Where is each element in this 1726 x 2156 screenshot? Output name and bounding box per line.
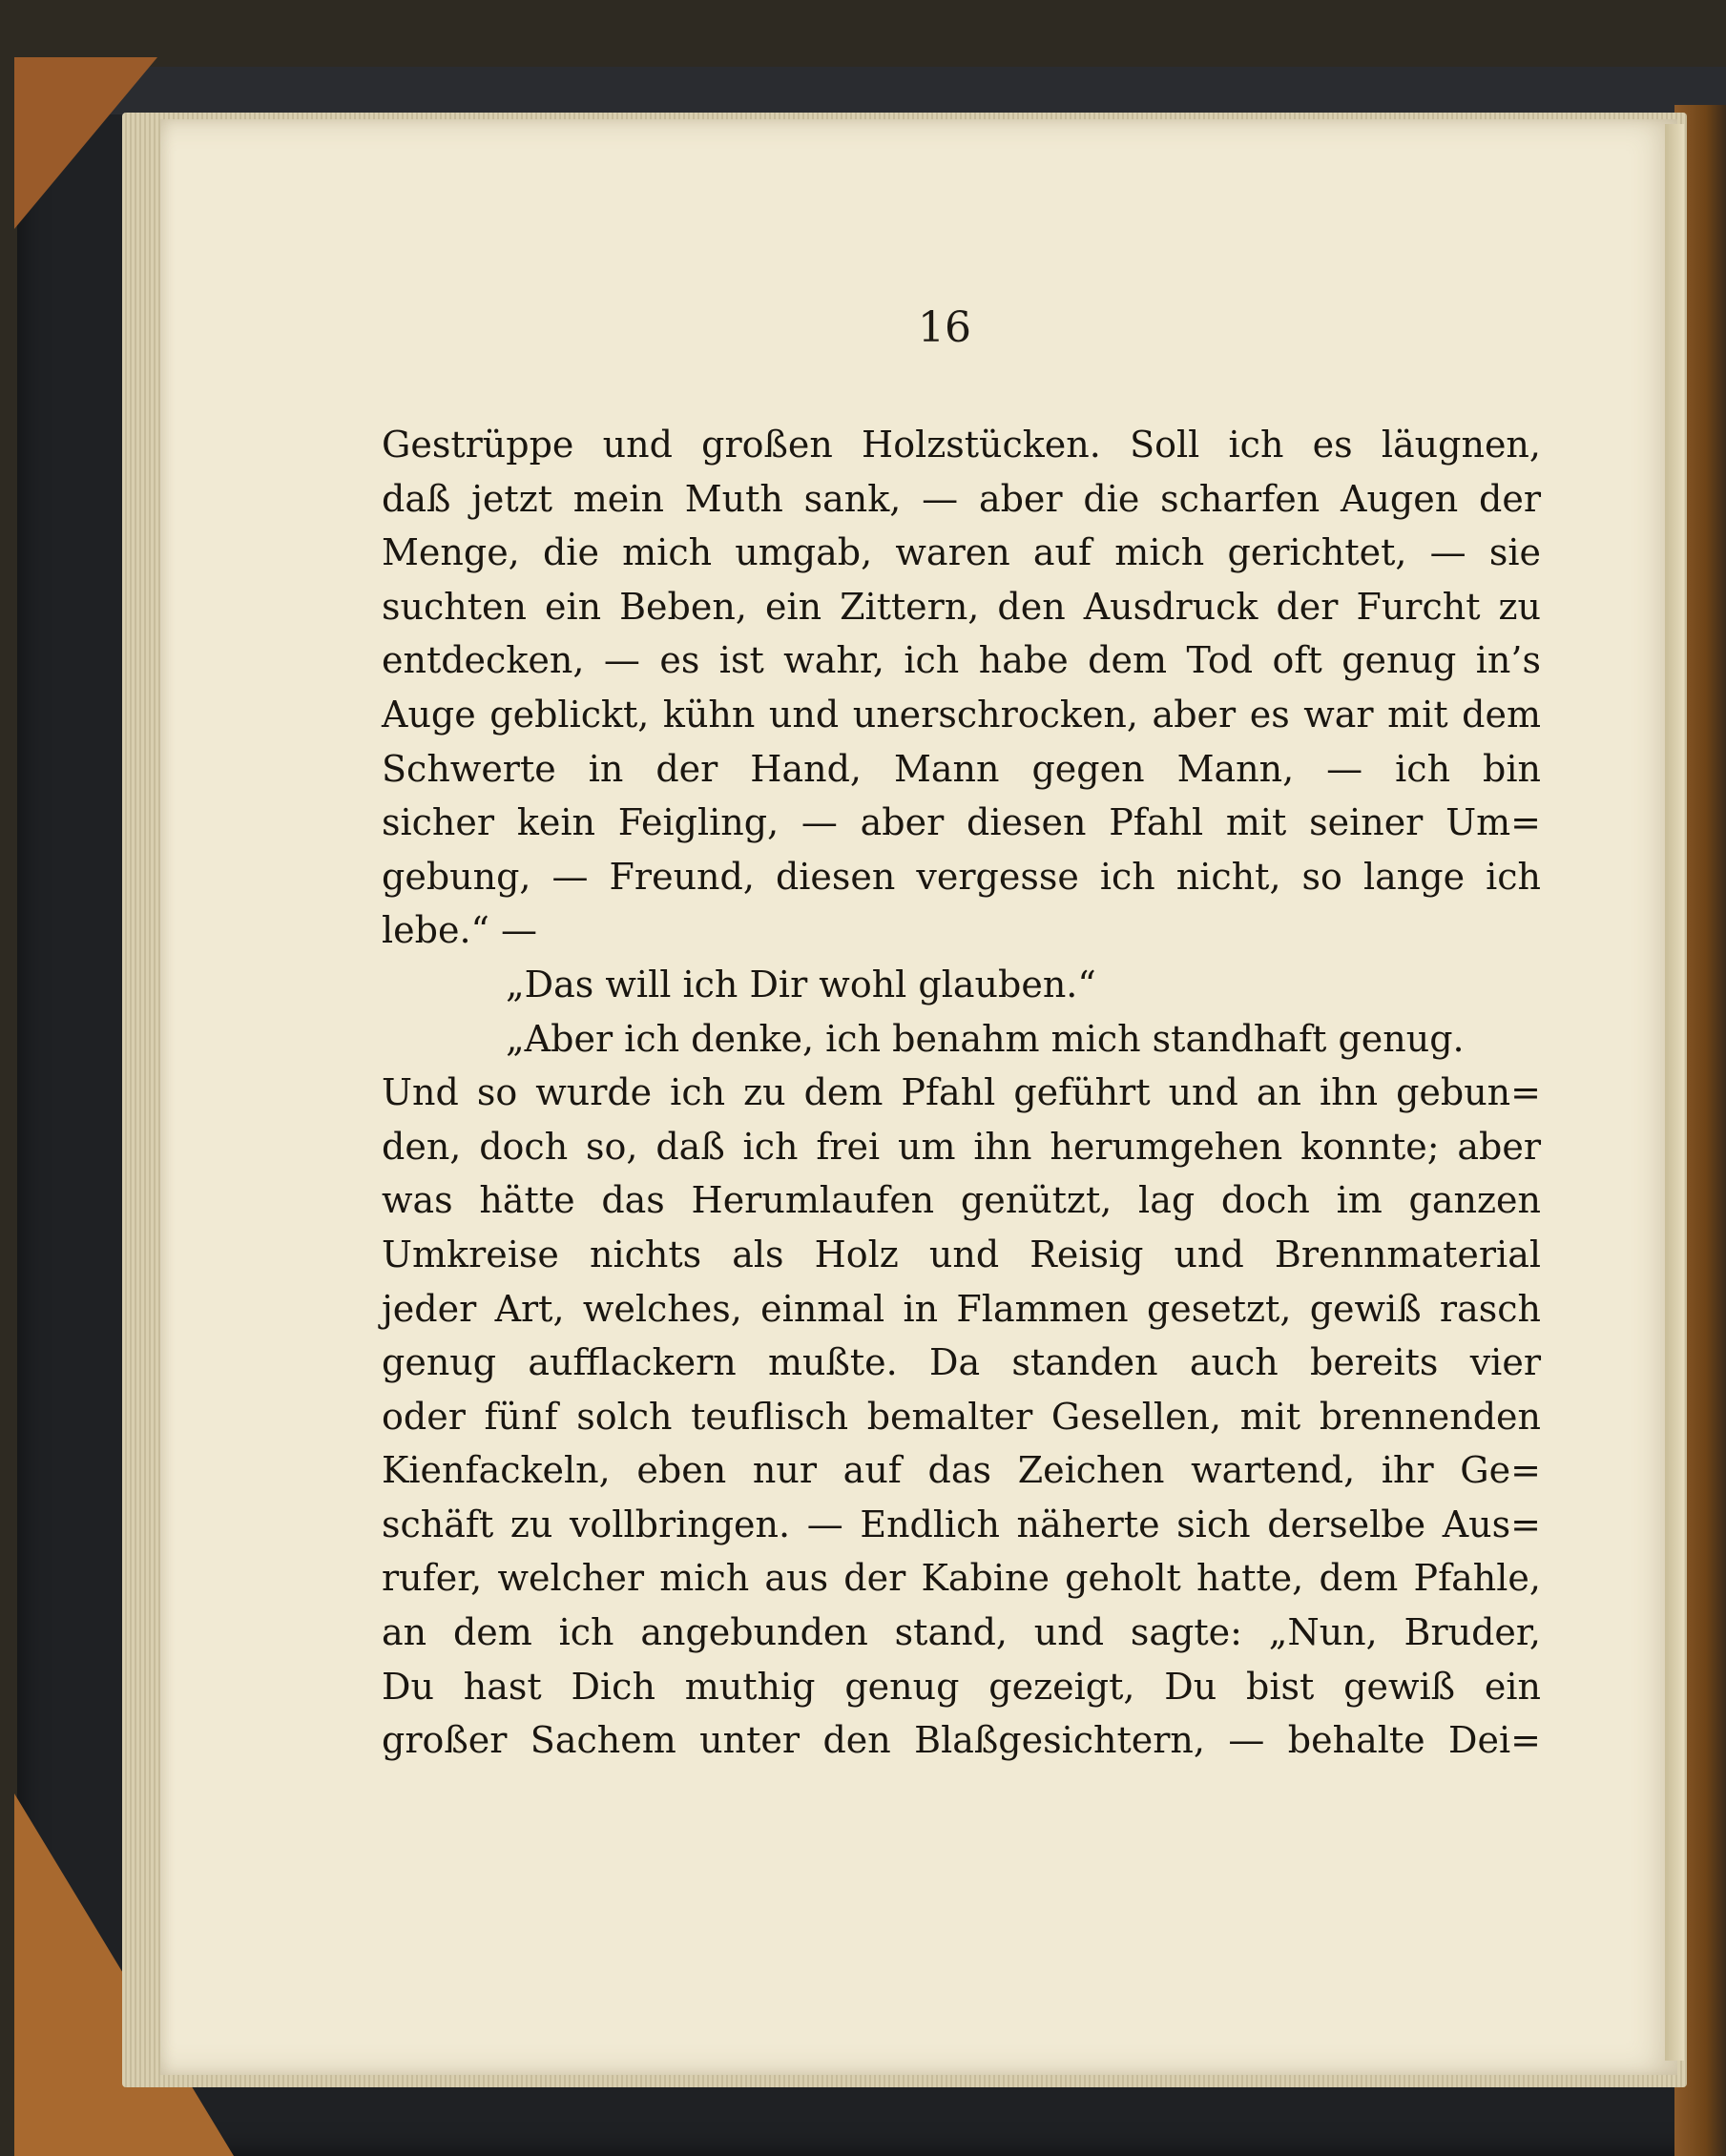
- text-line: Und so wurde ich zu dem Pfahl geführt und an ihn gebun=: [382, 1071, 1541, 1114]
- text-line: lebe.“ —: [382, 909, 538, 952]
- text-line: Du hast Dich muthig genug gezeigt, Du bist gewiß ein: [382, 1665, 1541, 1708]
- facing-page-edge: [1665, 124, 1684, 2061]
- text-line: Menge, die mich umgab, waren auf mich gerichtet, — sie: [382, 531, 1541, 574]
- text-line: Auge geblickt, kühn und unerschrocken, aber es war mit dem: [382, 693, 1541, 736]
- text-line: „Das will ich Dir wohl glauben.“: [506, 963, 1096, 1005]
- body-text: [382, 418, 1541, 1768]
- text-line: den, doch so, daß ich frei um ihn herumgehen konnte; aber: [382, 1125, 1541, 1168]
- text-line: oder fünf solch teuflisch bemalter Gesellen, mit brennenden: [382, 1395, 1541, 1438]
- text-line: suchten ein Beben, ein Zittern, den Ausdruck der Furcht zu: [382, 585, 1541, 628]
- text-line: Umkreise nichts als Holz und Reisig und Brennmaterial: [382, 1233, 1541, 1275]
- text-line: Schwerte in der Hand, Mann gegen Mann, — ich bin: [382, 747, 1541, 790]
- text-line: daß jetzt mein Muth sank, — aber die scharfen Augen der: [382, 477, 1541, 520]
- cover-top-edge: [105, 67, 1726, 114]
- text-line: rufer, welcher mich aus der Kabine geholt hatte, dem Pfahle,: [382, 1557, 1541, 1600]
- text-line: großer Sachem unter den Blaßgesichtern, — behalte Dei=: [382, 1719, 1541, 1762]
- text-line: genug aufflackern mußte. Da standen auch bereits vier: [382, 1341, 1541, 1384]
- text-line: „Aber ich denke, ich benahm mich standhaft genug.: [506, 1017, 1465, 1060]
- text-line: entdecken, — es ist wahr, ich habe dem Tod oft genug in’s: [382, 639, 1541, 682]
- text-line: sicher kein Feigling, — aber diesen Pfahl mit seiner Um=: [382, 801, 1541, 844]
- text-line: was hätte das Herumlaufen genützt, lag doch im ganzen: [382, 1179, 1541, 1222]
- text-line: Kienfackeln, eben nur auf das Zeichen wartend, ihr Ge=: [382, 1449, 1541, 1492]
- text-line: gebung, — Freund, diesen vergesse ich nicht, so lange ich: [382, 855, 1541, 898]
- text-line: an dem ich angebunden stand, und sagte: „Nun, Bruder,: [382, 1611, 1541, 1654]
- text-line: schäft zu vollbringen. — Endlich näherte sich derselbe Aus=: [382, 1503, 1541, 1545]
- text-line: Gestrüppe und großen Holzstücken. Soll ich es läugnen,: [382, 424, 1541, 466]
- text-line: jeder Art, welches, einmal in Flammen gesetzt, gewiß rasch: [382, 1287, 1541, 1330]
- page-number: 16: [918, 303, 971, 352]
